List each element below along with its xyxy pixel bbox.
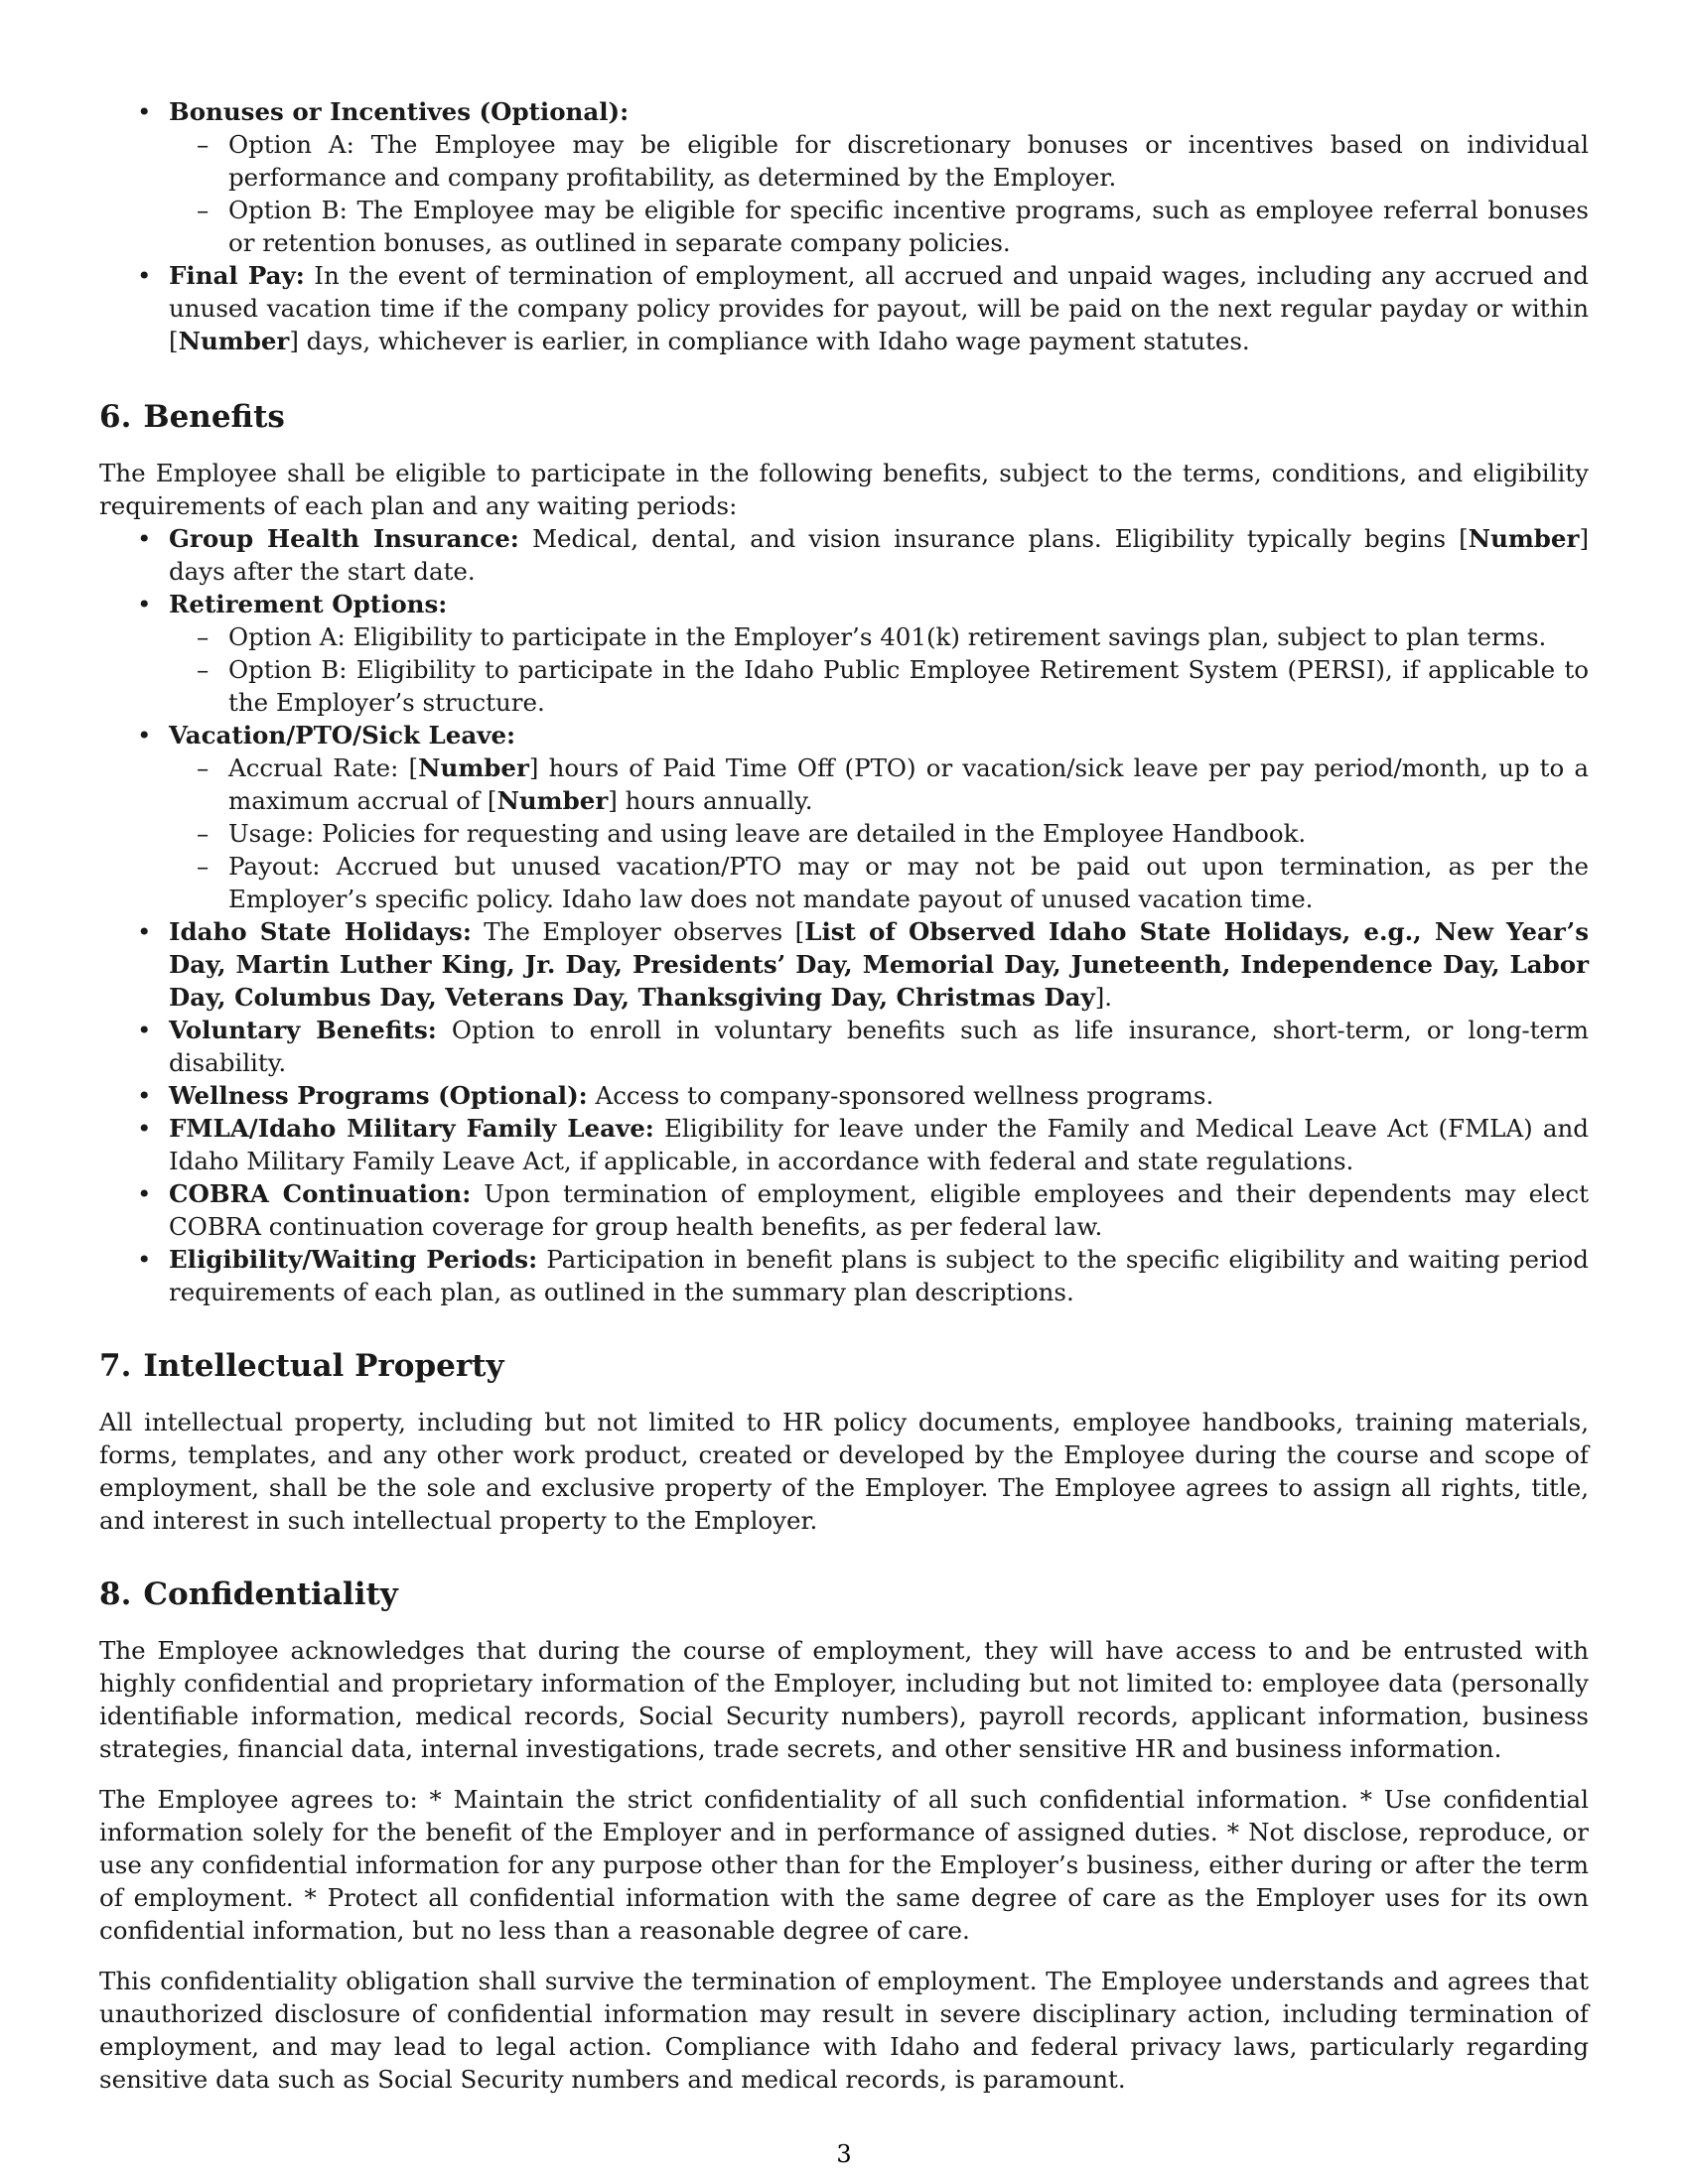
document-page xyxy=(99,95,1589,2096)
eligibility-text: Participation in benefit plans is subject to the specific eligibility and waiting period requirements of each plan, as outlined in the summary plan descriptions. xyxy=(169,1245,1589,1306)
list-item-cobra xyxy=(99,1177,1589,1243)
page-number: 3 xyxy=(836,2140,852,2168)
health-text: Medical, dental, and vision insurance plans. Eligibility typically begins [ xyxy=(518,524,1469,553)
voluntary-label: Voluntary Benefits: xyxy=(169,1016,437,1044)
vacation-options xyxy=(169,751,1589,915)
list-item-accrual xyxy=(169,751,1589,817)
list-item: – Option B: Eligibility to participate in the Idaho Public Employee Retirement System (PERSI), if applicable to the Employer’s structure. xyxy=(169,653,1589,719)
section-number: 7. xyxy=(99,1348,132,1384)
confidentiality-paragraph-2: The Employee agrees to: * Maintain the strict confidentiality of all such confidential information. * Use confidential information solely for the benefit of the Employer and in performance of assigned duties. * Not disclose, reproduce, or use any confidential information for any purpose other than for the Employer’s business, either during or after the term of employment. * Protect all confidential information with the same degree of care as the Employer uses for its own confidential information, but no less than a reasonable degree of care. xyxy=(99,1785,1589,1945)
accrual-text: ] hours annually. xyxy=(608,786,813,815)
list-item-voluntary xyxy=(99,1014,1589,1079)
final-pay-label: Final Pay: xyxy=(169,261,305,290)
list-item-usage: – Usage: Policies for requesting and using leave are detailed in the Employee Handbook. xyxy=(169,817,1589,850)
section-title: Confidentiality xyxy=(143,1576,398,1612)
bonuses-label: Bonuses or Incentives (Optional): xyxy=(169,97,630,126)
placeholder-number: Number xyxy=(178,327,290,355)
section-number: 6. xyxy=(99,399,132,435)
list-item: – Option A: The Employee may be eligible for discretionary bonuses or incentives based on individual performance and company profitability, as determined by the Employer. xyxy=(169,128,1589,194)
list-item-health xyxy=(99,522,1589,588)
list-item-vacation xyxy=(99,719,1589,915)
list-item: – Option A: Eligibility to participate in the Employer’s 401(k) retirement savings plan, subject to plan terms. xyxy=(169,620,1589,653)
placeholder-number: Number xyxy=(496,786,609,815)
fmla-text: Eligibility for leave under the Family and Medical Leave Act (FMLA) and Idaho Military Family Leave Act, if applicable, in accordance with federal and state regulations. xyxy=(169,1114,1589,1175)
benefits-list xyxy=(99,522,1589,1308)
cobra-text: Upon termination of employment, eligible employees and their dependents may elect COBRA continuation coverage for group health benefits, as per federal law. xyxy=(169,1179,1589,1241)
intellectual-property-body: All intellectual property, including but not limited to HR policy documents, employee handbooks, training materials, forms, templates, and any other work product, created or developed by the Employee during the course and scope of employment, shall be the sole and exclusive property of the Employer. The Employee agrees to assign all rights, title, and interest in such intellectual property to the Employer. xyxy=(99,1408,1589,1535)
list-item-final-pay xyxy=(99,259,1589,357)
list-item-holidays xyxy=(99,915,1589,1014)
confidentiality-paragraph-1: The Employee acknowledges that during the course of employment, they will have access to and be entrusted with highly confidential and proprietary information of the Employer, including but not limited to: employee data (personally identifiable information, medical records, Social Security numbers), payroll records, applicant information, business strategies, financial data, internal investigations, trade secrets, and other sensitive HR and business information. xyxy=(99,1636,1589,1763)
holidays-text: ]. xyxy=(1094,983,1113,1012)
accrual-text: Accrual Rate: [ xyxy=(228,753,419,782)
list-item-fmla xyxy=(99,1112,1589,1177)
confidentiality-paragraph-3: This confidentiality obligation shall survive the termination of employment. The Employee understands and agrees that unauthorized disclosure of confidential information may result in severe disciplinary action, including termination of employment, and may lead to legal action. Compliance with Idaho and federal privacy laws, particularly regarding sensitive data such as Social Security numbers and medical records, is paramount. xyxy=(99,1967,1589,2094)
health-label: Group Health Insurance: xyxy=(169,524,519,553)
accrual-text: ] hours of Paid Time Off (PTO) or vacation/sick leave per pay period/month, up to a maximum accrual of [ xyxy=(228,753,1589,815)
holidays-label: Idaho State Holidays: xyxy=(169,917,472,946)
wellness-text: Access to company-sponsored wellness programs. xyxy=(587,1081,1214,1110)
section-heading-confidentiality xyxy=(99,1574,1589,1614)
placeholder-holidays: List of Observed Idaho State Holidays, e.g., New Year’s Day, Martin Luther King, Jr. Day, Presidents’ Day, Memorial Day, Juneteenth, Independence Day, Labor Day, Columbus Day, Veterans Day, Thanksgiving Day, Christmas Day xyxy=(169,917,1589,1012)
fmla-label: FMLA/Idaho Military Family Leave: xyxy=(169,1114,654,1143)
holidays-text: The Employer observes [ xyxy=(471,917,805,946)
section-title: Benefits xyxy=(143,399,285,435)
section-heading-intellectual-property xyxy=(99,1346,1589,1386)
cobra-label: COBRA Continuation: xyxy=(169,1179,472,1208)
placeholder-number: Number xyxy=(1468,524,1580,553)
list-item-eligibility xyxy=(99,1243,1589,1308)
list-item-wellness xyxy=(99,1079,1589,1112)
section-number: 8. xyxy=(99,1576,132,1612)
voluntary-text: Option to enroll in voluntary benefits such as life insurance, short-term, or long-term disability. xyxy=(169,1016,1589,1077)
list-item: – Option B: The Employee may be eligible for specific incentive programs, such as employee referral bonuses or retention bonuses, as outlined in separate company policies. xyxy=(169,194,1589,259)
retirement-label: Retirement Options: xyxy=(169,590,448,618)
benefits-intro: The Employee shall be eligible to participate in the following benefits, subject to the terms, conditions, and eligibility requirements of each plan and any waiting periods: xyxy=(99,459,1589,520)
health-text: ] days after the start date. xyxy=(169,524,1589,586)
bonuses-options xyxy=(169,128,1589,259)
list-item-bonuses xyxy=(99,95,1589,259)
final-pay-text: In the event of termination of employment, all accrued and unpaid wages, including any accrued and unused vacation time if the company policy provides for payout, will be paid on the next regular payday or within [ xyxy=(169,261,1589,355)
wellness-label: Wellness Programs (Optional): xyxy=(169,1081,588,1110)
list-item-payout: – Payout: Accrued but unused vacation/PTO may or may not be paid out upon termination, as per the Employer’s specific policy. Idaho law does not mandate payout of unused vacation time. xyxy=(169,850,1589,915)
section-heading-benefits xyxy=(99,397,1589,437)
retirement-options xyxy=(169,620,1589,719)
vacation-label: Vacation/PTO/Sick Leave: xyxy=(169,721,516,750)
placeholder-number: Number xyxy=(418,753,529,782)
section-title: Intellectual Property xyxy=(143,1348,504,1384)
final-pay-text: ] days, whichever is earlier, in compliance with Idaho wage payment statutes. xyxy=(289,327,1250,355)
list-item-retirement xyxy=(99,588,1589,719)
compensation-list xyxy=(99,95,1589,357)
eligibility-label: Eligibility/Waiting Periods: xyxy=(169,1245,538,1274)
